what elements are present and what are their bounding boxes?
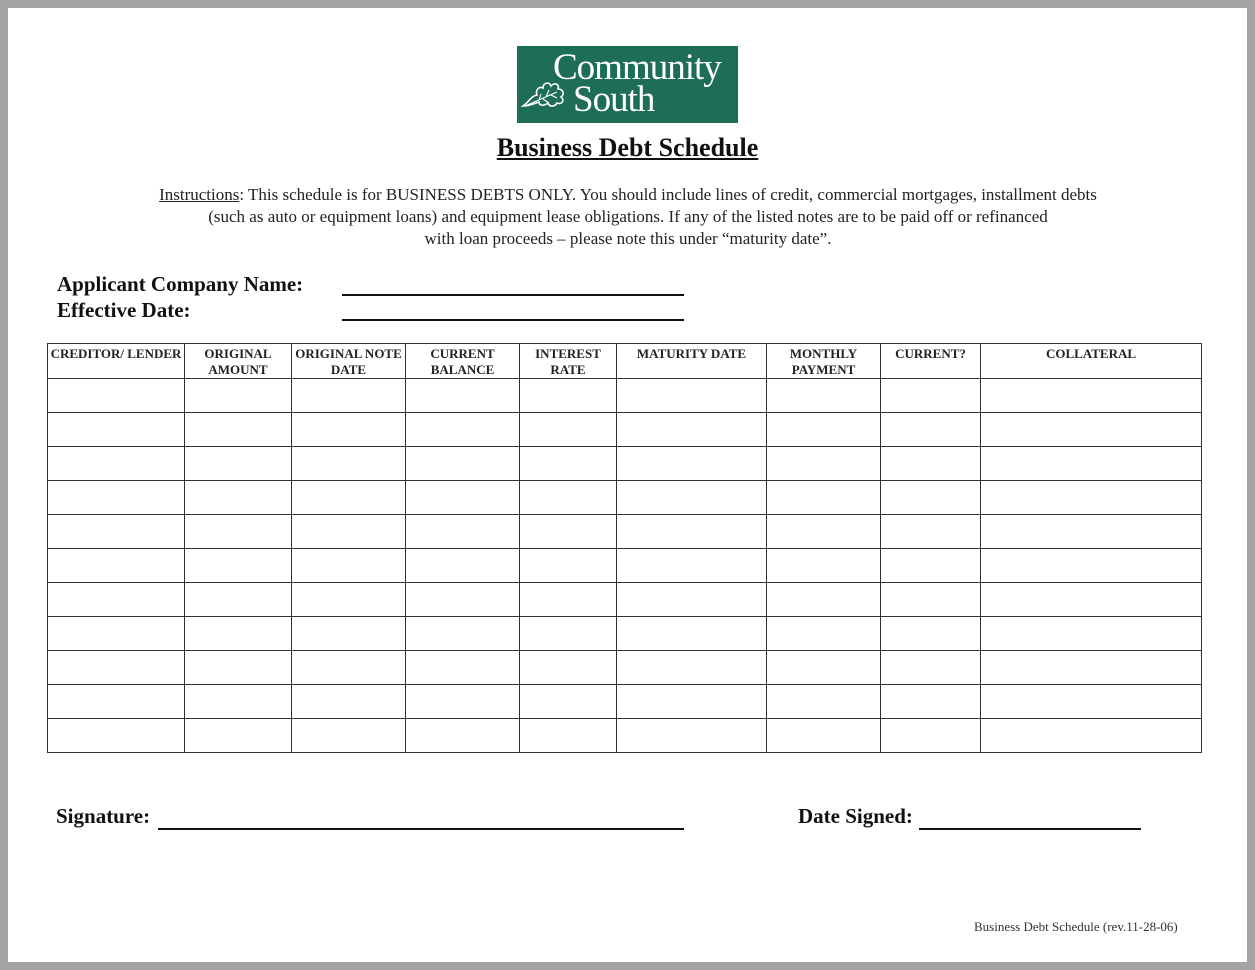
table-cell[interactable]	[185, 481, 292, 515]
debt-table	[47, 343, 1202, 753]
table-cell[interactable]	[292, 447, 406, 481]
logo-line-1: Community	[553, 47, 721, 88]
table-cell[interactable]	[185, 379, 292, 413]
signature-line[interactable]	[158, 828, 684, 830]
table-cell[interactable]	[617, 447, 767, 481]
table-cell[interactable]	[406, 651, 520, 685]
table-cell[interactable]	[881, 515, 981, 549]
table-cell[interactable]	[767, 583, 881, 617]
table-cell[interactable]	[520, 719, 617, 753]
table-cell[interactable]	[767, 719, 881, 753]
table-cell[interactable]	[767, 549, 881, 583]
table-cell[interactable]	[48, 379, 185, 413]
column-header: MATURITY DATE	[617, 344, 767, 379]
table-cell[interactable]	[406, 413, 520, 447]
table-cell[interactable]	[881, 447, 981, 481]
table-row	[48, 719, 1202, 753]
table-row	[48, 379, 1202, 413]
table-cell[interactable]	[981, 617, 1202, 651]
table-cell[interactable]	[520, 617, 617, 651]
table-cell[interactable]	[617, 481, 767, 515]
column-header: CURRENT BALANCE	[406, 344, 520, 379]
debt-table-body	[48, 379, 1202, 753]
table-cell[interactable]	[981, 481, 1202, 515]
table-cell[interactable]	[881, 651, 981, 685]
table-cell[interactable]	[520, 583, 617, 617]
table-cell[interactable]	[48, 447, 185, 481]
column-header: ORIGINAL AMOUNT	[185, 344, 292, 379]
table-cell[interactable]	[406, 617, 520, 651]
table-cell[interactable]	[406, 583, 520, 617]
table-cell[interactable]	[617, 719, 767, 753]
logo-line-2: South	[573, 79, 655, 120]
signature-label: Signature:	[56, 804, 151, 828]
table-header-row	[48, 344, 1202, 379]
table-cell[interactable]	[981, 583, 1202, 617]
table-cell[interactable]	[617, 583, 767, 617]
table-cell[interactable]	[981, 685, 1202, 719]
table-cell[interactable]	[292, 651, 406, 685]
table-cell[interactable]	[981, 651, 1202, 685]
table-cell[interactable]	[48, 685, 185, 719]
instructions-line-3: with loan proceeds – please note this under “maturity date”.	[424, 229, 832, 248]
table-cell[interactable]	[185, 413, 292, 447]
table-cell[interactable]	[617, 617, 767, 651]
table-cell[interactable]	[292, 515, 406, 549]
table-cell[interactable]	[520, 515, 617, 549]
table-cell[interactable]	[767, 685, 881, 719]
community-south-logo	[517, 46, 738, 123]
table-cell[interactable]	[406, 549, 520, 583]
table-cell[interactable]	[48, 651, 185, 685]
effective-date-line[interactable]	[342, 319, 684, 321]
table-cell[interactable]	[185, 549, 292, 583]
table-cell[interactable]	[406, 379, 520, 413]
table-cell[interactable]	[48, 481, 185, 515]
table-row	[48, 447, 1202, 481]
instructions-text-1: : This schedule is for BUSINESS DEBTS ONLY. You should include lines of credit, commercial mortgages, installment debts	[239, 185, 1097, 204]
table-cell[interactable]	[520, 549, 617, 583]
document-page	[8, 8, 1247, 962]
table-row	[48, 515, 1202, 549]
date-signed-label: Date Signed:	[798, 804, 913, 828]
table-cell[interactable]	[48, 549, 185, 583]
table-cell[interactable]	[292, 379, 406, 413]
table-cell[interactable]	[981, 549, 1202, 583]
table-cell[interactable]	[767, 481, 881, 515]
column-header: MONTHLY PAYMENT	[767, 344, 881, 379]
table-cell[interactable]	[767, 379, 881, 413]
table-cell[interactable]	[520, 413, 617, 447]
table-cell[interactable]	[981, 719, 1202, 753]
table-cell[interactable]	[185, 617, 292, 651]
table-cell[interactable]	[881, 481, 981, 515]
table-cell[interactable]	[881, 379, 981, 413]
table-row	[48, 651, 1202, 685]
table-cell[interactable]	[617, 379, 767, 413]
table-cell[interactable]	[617, 651, 767, 685]
table-cell[interactable]	[48, 515, 185, 549]
column-header: CURRENT?	[881, 344, 981, 379]
column-header: COLLATERAL	[981, 344, 1202, 379]
table-cell[interactable]	[185, 719, 292, 753]
table-cell[interactable]	[520, 651, 617, 685]
table-cell[interactable]	[881, 549, 981, 583]
table-cell[interactable]	[881, 413, 981, 447]
table-cell[interactable]	[520, 447, 617, 481]
table-row	[48, 685, 1202, 719]
table-cell[interactable]	[292, 549, 406, 583]
table-cell[interactable]	[520, 685, 617, 719]
table-cell[interactable]	[48, 719, 185, 753]
column-header: CREDITOR/ LENDER	[48, 344, 185, 379]
table-cell[interactable]	[767, 515, 881, 549]
table-cell[interactable]	[406, 685, 520, 719]
table-cell[interactable]	[520, 379, 617, 413]
table-cell[interactable]	[185, 651, 292, 685]
footer-revision: Business Debt Schedule (rev.11-28-06)	[974, 919, 1178, 934]
table-cell[interactable]	[406, 447, 520, 481]
table-cell[interactable]	[767, 617, 881, 651]
table-row	[48, 549, 1202, 583]
table-cell[interactable]	[881, 583, 981, 617]
table-cell[interactable]	[981, 515, 1202, 549]
table-cell[interactable]	[767, 447, 881, 481]
table-cell[interactable]	[767, 651, 881, 685]
table-cell[interactable]	[406, 481, 520, 515]
instructions-label: Instructions	[159, 185, 240, 204]
table-cell[interactable]	[881, 685, 981, 719]
table-cell[interactable]	[520, 481, 617, 515]
table-cell[interactable]	[617, 515, 767, 549]
effective-date-label: Effective Date:	[57, 298, 191, 322]
table-cell[interactable]	[617, 413, 767, 447]
table-cell[interactable]	[185, 515, 292, 549]
table-cell[interactable]	[981, 447, 1202, 481]
table-cell[interactable]	[881, 617, 981, 651]
table-row	[48, 413, 1202, 447]
table-cell[interactable]	[406, 515, 520, 549]
company-name-label: Applicant Company Name:	[57, 272, 304, 296]
column-header: INTEREST RATE	[520, 344, 617, 379]
table-cell[interactable]	[185, 685, 292, 719]
date-signed-line[interactable]	[919, 828, 1141, 830]
company-name-line[interactable]	[342, 294, 684, 296]
table-cell[interactable]	[292, 719, 406, 753]
table-cell[interactable]	[48, 583, 185, 617]
table-cell[interactable]	[292, 481, 406, 515]
instructions	[68, 184, 1188, 250]
table-cell[interactable]	[292, 583, 406, 617]
table-row	[48, 617, 1202, 651]
instructions-line-1	[68, 184, 1188, 206]
table-row	[48, 583, 1202, 617]
table-cell[interactable]	[981, 413, 1202, 447]
table-cell[interactable]	[617, 685, 767, 719]
table-cell[interactable]	[185, 447, 292, 481]
table-cell[interactable]	[881, 719, 981, 753]
table-cell[interactable]	[981, 379, 1202, 413]
table-cell[interactable]	[48, 413, 185, 447]
table-cell[interactable]	[292, 685, 406, 719]
table-cell[interactable]	[617, 549, 767, 583]
table-cell[interactable]	[48, 617, 185, 651]
table-cell[interactable]	[292, 617, 406, 651]
table-row	[48, 481, 1202, 515]
table-cell[interactable]	[767, 413, 881, 447]
table-cell[interactable]	[185, 583, 292, 617]
table-cell[interactable]	[292, 413, 406, 447]
instructions-line-2: (such as auto or equipment loans) and equipment lease obligations. If any of the listed notes are to be paid off or refinanced	[208, 207, 1048, 226]
column-header: ORIGINAL NOTE DATE	[292, 344, 406, 379]
document-title: Business Debt Schedule	[496, 133, 759, 162]
table-cell[interactable]	[406, 719, 520, 753]
